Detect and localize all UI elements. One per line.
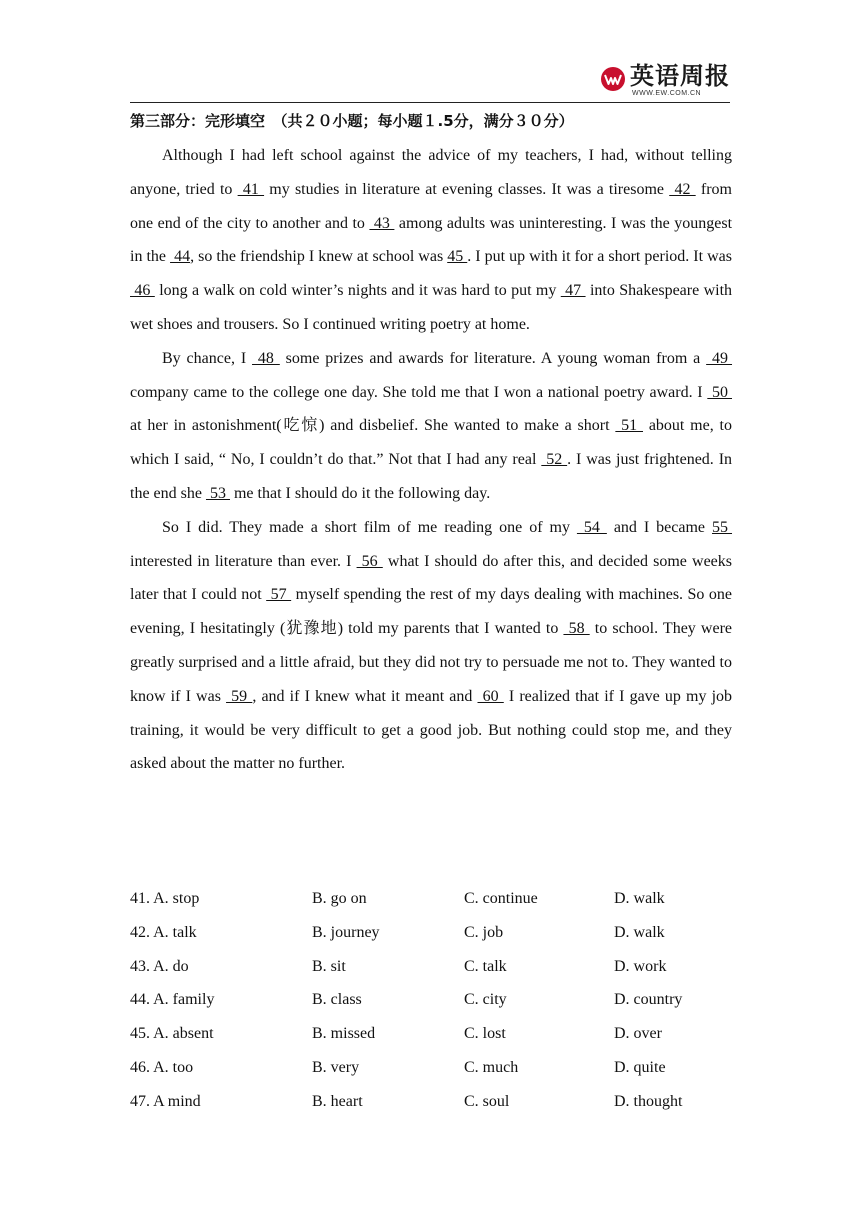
option-choice: B. very	[312, 1058, 360, 1076]
passage-text: . I was just frightened. In the end she	[130, 451, 733, 502]
logo-text: 英语周报	[630, 61, 730, 90]
header-rule	[130, 102, 730, 103]
option-row	[130, 983, 730, 1017]
option-choice: 47. A mind	[130, 1092, 201, 1110]
option-choice: C. continue	[464, 890, 538, 907]
passage-text: So I did. They made a short film of me reading one of my	[162, 518, 577, 536]
blank-number: 51	[615, 417, 643, 435]
option-choice: D. work	[614, 957, 667, 975]
blank-number: 43	[369, 214, 395, 232]
logo-emblem-icon	[600, 66, 626, 92]
logo-url: WWW.EW.COM.CN	[632, 90, 702, 97]
passage-text: . I put up with it for a short period. It was	[467, 248, 732, 266]
passage-text: from one end of the city to another and to	[130, 180, 732, 232]
option-choice: D. over	[614, 1025, 662, 1043]
blank-number: 56	[356, 552, 383, 570]
option-choice: B. journey	[312, 923, 380, 941]
option-choice: B. heart	[312, 1092, 363, 1110]
passage-text: , and if I knew what it meant and	[252, 687, 478, 705]
passage-text: some prizes and awards for literature. A young woman from a	[279, 349, 707, 367]
option-choice: D. walk	[614, 923, 665, 941]
passage-text: myself spending the rest of my days dealing with machines. So one evening, I hesitatingly (犹豫地) told my parents that I wanted to	[130, 586, 733, 638]
option-choice: B. sit	[312, 957, 346, 975]
option-row	[130, 1017, 730, 1051]
option-choice: D. country	[614, 991, 683, 1009]
blank-number: 58	[563, 620, 590, 638]
option-row	[130, 1051, 730, 1085]
blank-number: 50	[707, 383, 732, 401]
passage-text: company came to the college one day. She told me that I won a national poetry award. I	[130, 383, 708, 401]
blank-number: 60	[477, 687, 504, 705]
passage-text: my studies in literature at evening classes. It was a tiresome	[264, 180, 670, 198]
option-choice: D. quite	[614, 1058, 666, 1076]
section-title: 第三部分：完形填空 （共２０小题；每小题１.5分，满分３０分）	[130, 112, 574, 130]
answer-options	[130, 882, 730, 1119]
option-choice: 45. A. absent	[130, 1025, 214, 1043]
blank-number: 55	[712, 518, 733, 536]
passage-text: at her in astonishment(吃惊) and disbelief. She wanted to make a short	[130, 417, 616, 435]
passage-text: long a walk on cold winter’s nights and it was hard to put my	[154, 282, 561, 300]
passage-paragraph	[130, 139, 732, 342]
newspaper-logo	[600, 62, 730, 100]
option-choice: B. class	[312, 991, 362, 1009]
option-choice: C. much	[464, 1058, 519, 1076]
option-choice: C. city	[464, 991, 507, 1009]
option-choice: B. missed	[312, 1025, 376, 1043]
blank-number: 42	[669, 180, 696, 198]
passage-paragraph	[130, 511, 732, 781]
option-choice: 44. A. family	[130, 991, 215, 1009]
option-choice: B. go on	[312, 890, 367, 907]
blank-number: 48	[252, 349, 280, 367]
option-row	[130, 882, 730, 916]
blank-number: 52	[541, 451, 568, 469]
cloze-passage	[130, 139, 732, 781]
option-choice: D. thought	[614, 1092, 683, 1110]
passage-text: among adults was uninteresting. I was the youngest in the	[130, 214, 733, 266]
blank-number: 44	[170, 248, 191, 266]
passage-text: Although I had left school against the advice of my teachers, I had, without telling anyone, tried to	[130, 147, 732, 198]
blank-number: 54	[576, 518, 607, 536]
option-choice: C. lost	[464, 1025, 506, 1043]
blank-number: 41	[237, 180, 265, 198]
blank-number: 47	[560, 282, 586, 300]
blank-number: 46	[130, 282, 155, 300]
passage-text: and I became	[606, 518, 713, 536]
passage-text: , so the friendship I knew at school was	[190, 248, 448, 266]
passage-paragraph	[130, 342, 732, 511]
passage-text: interested in literature than ever. I	[130, 552, 357, 570]
option-choice: C. talk	[464, 957, 507, 975]
blank-number: 49	[706, 349, 733, 367]
option-choice: 41. A. stop	[130, 890, 200, 907]
passage-text: about me, to which I said, “ No, I couldn’t do that.” Not that I had any real	[130, 417, 732, 469]
passage-text: I realized that if I gave up my job training, it would be very difficult to get a good job. But nothing could stop me, and they asked about the matter no further.	[130, 687, 733, 773]
passage-text: into Shakespeare with wet shoes and trousers. So I continued writing poetry at home.	[130, 282, 733, 333]
passage-text: what I should do after this, and decided some weeks later that I could not	[130, 552, 732, 604]
option-choice: C. soul	[464, 1092, 510, 1110]
passage-text: me that I should do it the following day.	[229, 484, 491, 502]
blank-number: 45	[447, 248, 468, 266]
blank-number: 53	[205, 484, 230, 502]
option-row	[130, 916, 730, 950]
blank-number: 59	[226, 687, 253, 705]
option-choice: 42. A. talk	[130, 923, 197, 941]
option-choice: D. walk	[614, 890, 665, 907]
option-choice: 43. A. do	[130, 957, 189, 975]
blank-number: 57	[266, 586, 292, 604]
passage-text: By chance, I	[162, 349, 253, 367]
option-choice: 46. A. too	[130, 1058, 194, 1076]
option-row	[130, 1085, 730, 1119]
option-row	[130, 950, 730, 984]
option-choice: C. job	[464, 923, 504, 941]
passage-text: to school. They were greatly surprised and a little afraid, but they did not try to persuade me not to. They wanted to know if I was	[130, 620, 732, 705]
